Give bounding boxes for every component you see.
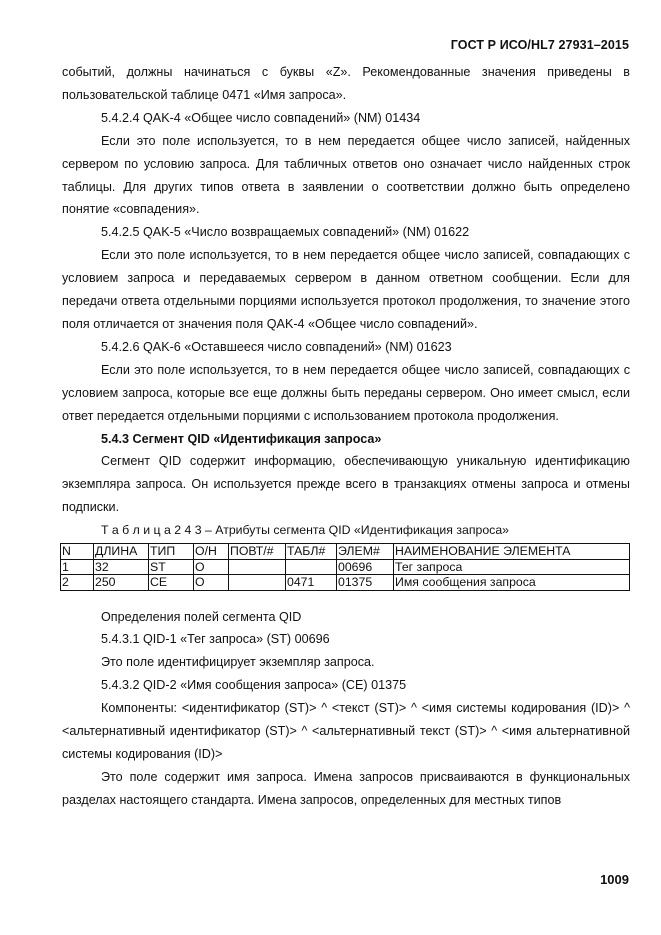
table-cell: 01375: [337, 575, 394, 591]
section-heading: 5.4.2.6 QAK-6 «Оставшееся число совпадений» (NM) 01623: [101, 339, 452, 354]
column-header: ТАБЛ#: [286, 544, 337, 560]
table-cell: Имя сообщения запроса: [394, 575, 630, 591]
paragraph: Это поле содержит имя запроса. Имена запросов присваиваются в функциональных разделах настоящего стандарта. Имена запросов, определенных для местных типов: [62, 769, 630, 807]
table-cell: 1: [61, 559, 94, 575]
paragraph: Если это поле используется, то в нем передается общее число записей, совпадающих с условием запроса, которые все еще должны быть переданы сервером. Оно имеет смысл, если ответ передается отдельными порциями с использованием протокола продолжения.: [62, 362, 630, 423]
column-header: О/Н: [194, 544, 229, 560]
section-heading: 5.4.2.5 QAK-5 «Число возвращаемых совпадений» (NM) 01622: [101, 225, 470, 240]
section-heading: Определения полей сегмента QID: [101, 609, 302, 624]
table-cell: 32: [94, 559, 149, 575]
column-header: НАИМЕНОВАНИЕ ЭЛЕМЕНТА: [394, 544, 630, 560]
table-caption: Т а б л и ц а 2 4 3 – Атрибуты сегмента QID «Идентификация запроса»: [101, 523, 510, 538]
section-heading: 5.4.3.2 QID-2 «Имя сообщения запроса» (CE) 01375: [101, 678, 407, 693]
table-row: [61, 559, 630, 575]
table-header-row: [61, 544, 630, 560]
column-header: N: [61, 544, 94, 560]
table-cell: 00696: [337, 559, 394, 575]
paragraph: Это поле идентифицирует экземпляр запроса.: [101, 655, 375, 670]
table-cell: Тег запроса: [394, 559, 630, 575]
paragraph: Если это поле используется, то в нем передается общее число записей, совпадающих с условием запроса и передаваемых сервером в данном ответном сообщении. Если для передачи ответа отдельными порциями используется протокол продолжения, то значение этого поля отличается от значения поля QAK-4 «Общее число совпадений».: [62, 248, 630, 331]
page-content: [62, 61, 630, 812]
section-heading: 5.4.3.1 QID-1 «Тег запроса» (ST) 00696: [101, 632, 330, 647]
table-cell: 2: [61, 575, 94, 591]
table-cell: O: [194, 559, 229, 575]
document-header: ГОСТ Р ИСО/HL7 27931–2015: [450, 38, 629, 52]
paragraph: событий, должны начинаться с буквы «Z». Рекомендованные значения приведены в пользовательской таблице 0471 «Имя запроса».: [62, 65, 630, 102]
table-cell: [229, 559, 286, 575]
column-header: ЭЛЕМ#: [337, 544, 394, 560]
table-cell: 0471: [286, 575, 337, 591]
paragraph: Сегмент QID содержит информацию, обеспечивающую уникальную идентификацию экземпляра запроса. Он используется прежде всего в транзакциях отмены запроса и отмены подписки.: [62, 454, 630, 515]
section-heading-bold: 5.4.3 Сегмент QID «Идентификация запроса»: [101, 431, 382, 446]
paragraph: Если это поле используется, то в нем передается общее число записей, найденных сервером по условию запроса. Для табличных ответов оно означает число найденных строк таблицы. Для других типов ответа в заявлении о соответствии должно быть определено понятие «совпадения».: [62, 133, 630, 217]
table-cell: 250: [94, 575, 149, 591]
table-cell: ST: [149, 559, 194, 575]
spacer: [62, 591, 630, 606]
qid-attributes-table: [60, 543, 630, 591]
column-header: ПОВТ/#: [229, 544, 286, 560]
table-cell: O: [194, 575, 229, 591]
table-cell: CE: [149, 575, 194, 591]
table-cell: [229, 575, 286, 591]
column-header: ДЛИНА: [94, 544, 149, 560]
table-row: [61, 575, 630, 591]
paragraph: Компоненты: <идентификатор (ST)> ^ <текст (ST)> ^ <имя системы кодирования (ID)> ^ <альтернативный идентификатор (ST)> ^ <альтернативный текст (ST)> ^ <имя альтернативной системы кодирования (ID)>: [62, 701, 630, 761]
column-header: ТИП: [149, 544, 194, 560]
section-heading: 5.4.2.4 QAK-4 «Общее число совпадений» (NM) 01434: [101, 110, 421, 125]
table-cell: [286, 559, 337, 575]
page-number: 1009: [600, 872, 629, 887]
